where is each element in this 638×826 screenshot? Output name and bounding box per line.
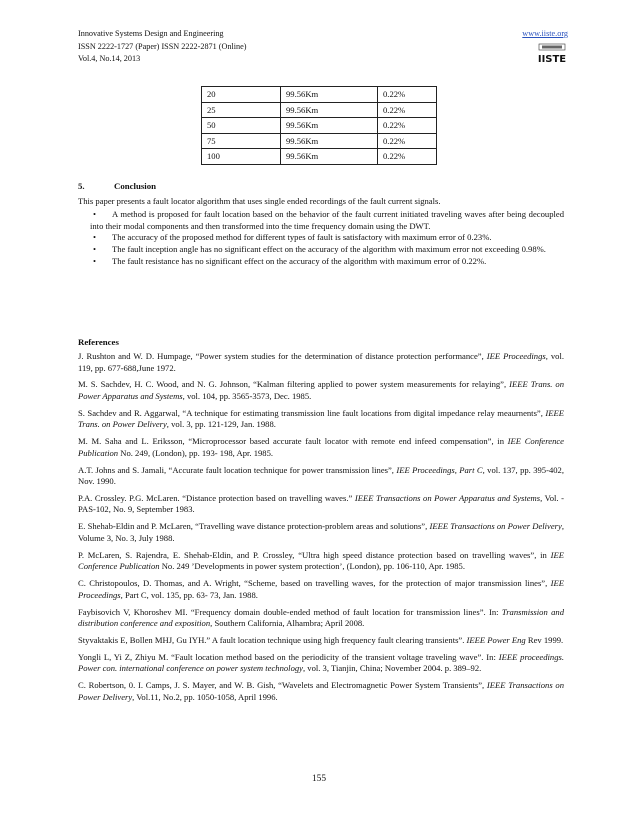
reference-item bbox=[78, 351, 564, 374]
table-cell: 99.56Km bbox=[281, 149, 378, 165]
table-cell: 0.22% bbox=[378, 133, 437, 149]
reference-details: vol. 137, pp. 395-402, Nov. 1990. bbox=[78, 464, 564, 487]
reference-text: J. Rushton and W. D. Humpage, “Power system studies for the determination of distance protection performance”, bbox=[78, 351, 487, 361]
reference-venue: IEE Proceedings bbox=[486, 351, 546, 361]
table-row bbox=[202, 102, 437, 118]
reference-item bbox=[78, 465, 564, 488]
reference-text: M. M. Saha and L. Eriksson, “Microprocessor based accurate fault locator with remote end infeed compensation”, in bbox=[78, 436, 508, 447]
table-cell: 99.56Km bbox=[281, 102, 378, 118]
section-title: Conclusion bbox=[114, 181, 157, 191]
reference-details: , vol. 104, pp. 3565-3573, Dec. 1985. bbox=[182, 390, 312, 401]
table-cell: 20 bbox=[202, 87, 281, 103]
table-row bbox=[202, 149, 437, 165]
reference-item bbox=[78, 635, 564, 647]
reference-venue: IEEE Transactions on Power Apparatus and Systems, bbox=[354, 492, 543, 503]
bullet-dot-icon: • bbox=[93, 244, 97, 255]
reference-details: Vol. -PAS-102, No. 9, September 1983. bbox=[78, 492, 565, 515]
bullet-dot-icon: • bbox=[93, 209, 97, 219]
reference-venue: IEE Conference Publication bbox=[78, 436, 564, 458]
table-cell: 50 bbox=[202, 118, 281, 134]
journal-name: Innovative Systems Design and Engineering bbox=[78, 29, 224, 38]
reference-text: Faybisovich V, Khoroshev MI. “Frequency domain double-ended method of fault location for transmission lines”. In: bbox=[78, 606, 502, 617]
reference-item bbox=[78, 521, 564, 544]
references-heading: References bbox=[78, 337, 119, 347]
reference-text: P. McLaren, S. Rajendra, E. Shehab-Eldin, and P. Crossley, “Ultra high speed distance protection based on travelling waves”, in bbox=[78, 549, 551, 560]
reference-details: , vol. 3, pp. 121-129, Jan. 1988. bbox=[166, 419, 276, 430]
reference-details: , vol. 3, Tianjin, China; November 2004. p. 389–92. bbox=[302, 663, 482, 674]
iiste-logo-icon bbox=[536, 43, 568, 65]
references-list bbox=[78, 351, 564, 709]
reference-venue: IEEE proceedings. Power con. international conference on power system technology bbox=[78, 651, 565, 674]
reference-text: P.A. Crossley. P.G. McLaren. “Distance protection based on travelling waves.” bbox=[78, 492, 355, 503]
reference-item bbox=[78, 680, 564, 703]
table-cell: 0.22% bbox=[378, 102, 437, 118]
reference-details: Southern California, Alhambra; April 2008. bbox=[212, 618, 365, 629]
reference-text: Styvaktakis E, Bollen MHJ, Gu IYH.” A fault location technique using high frequency fault clearing transients”. bbox=[78, 634, 467, 645]
running-header bbox=[78, 28, 568, 66]
table-cell: 75 bbox=[202, 133, 281, 149]
reference-text: A.T. Johns and S. Jamali, “Accurate fault location technique for power transmission lines”, bbox=[78, 464, 397, 475]
table-cell: 99.56Km bbox=[281, 87, 378, 103]
reference-item bbox=[78, 408, 564, 431]
issn-line: ISSN 2222-1727 (Paper) ISSN 2222-2871 (Online) bbox=[78, 41, 247, 51]
table-row bbox=[202, 133, 437, 149]
reference-venue: IEEE Trans. on Power Delivery bbox=[78, 407, 564, 430]
page-number: 155 bbox=[311, 774, 327, 784]
reference-details: , vol. 119, pp. 677-688,June 1972. bbox=[78, 351, 564, 373]
table-cell: 0.22% bbox=[378, 149, 437, 165]
reference-item bbox=[78, 493, 564, 516]
results-table bbox=[201, 86, 437, 165]
reference-venue: IEE Proceedings, Part C, bbox=[396, 464, 485, 475]
table-cell: 99.56Km bbox=[281, 118, 378, 134]
reference-details: Part C, vol. 135, pp. 63- 73, Jan. 1988. bbox=[122, 589, 258, 600]
journal-url-link[interactable]: www.iiste.org bbox=[522, 29, 568, 38]
reference-item bbox=[78, 607, 564, 630]
table-cell: 0.22% bbox=[378, 87, 437, 103]
reference-text: E. Shehab-Eldin and P. McLaren, “Travelling wave distance protection-problem areas and solutions”, bbox=[78, 521, 430, 532]
bullet-dot-icon: • bbox=[93, 255, 97, 266]
conclusion-intro: This paper presents a fault locator algorithm that uses single ended recordings of the fault current signals. bbox=[78, 196, 441, 206]
reference-venue: IEEE Transactions on Power Delivery bbox=[429, 521, 562, 532]
reference-venue: IEE Proceedings, bbox=[78, 578, 564, 600]
reference-details: Rev 1999. bbox=[525, 634, 564, 645]
reference-item bbox=[78, 379, 564, 402]
reference-item bbox=[78, 578, 564, 601]
reference-details: No. 249 ’Developments in power system protection’, (London), pp. 106-110, Apr. 1985. bbox=[159, 561, 465, 572]
bullet-item: • The fault inception angle has no significant effect on the accuracy of the algorithm with maximum error not exceeding 0.98%. bbox=[93, 244, 546, 255]
reference-text: C. Christopoulos, D. Thomas, and A. Wright, “Scheme, based on travelling waves, for the protection of major transmission lines”, bbox=[78, 578, 551, 589]
reference-venue: IEE Conference Publication bbox=[78, 549, 564, 572]
reference-item bbox=[78, 652, 564, 675]
reference-venue: IEEE Trans. on Power Apparatus and Systems bbox=[78, 379, 565, 401]
svg-text:IISTE: IISTE bbox=[537, 54, 567, 65]
table-row bbox=[202, 87, 437, 103]
reference-text: M. S. Sachdev, H. C. Wood, and N. G. Johnson, “Kalman filtering applied to power system measurements for relaying”, bbox=[78, 379, 510, 390]
table-cell: 25 bbox=[202, 102, 281, 118]
reference-text: Yongli L, Yi Z, Zhiyu M. “Fault location method based on the periodicity of the transient voltage traveling wave”. In: bbox=[78, 651, 499, 662]
table-cell: 100 bbox=[202, 149, 281, 165]
conclusion-heading bbox=[78, 181, 156, 191]
reference-venue: IEEE Transactions on Power Delivery bbox=[78, 680, 564, 702]
reference-item bbox=[78, 436, 564, 459]
reference-venue: IEEE Power Eng bbox=[466, 634, 526, 645]
bullet-dot-icon: • bbox=[93, 232, 97, 243]
table-cell: 0.22% bbox=[378, 118, 437, 134]
reference-text: C. Robertson, 0. I. Camps, J. S. Mayer, and W. B. Gish, “Wavelets and Electromagnetic Power System Transients”, bbox=[78, 680, 487, 691]
section-number: 5. bbox=[78, 181, 85, 191]
table-row bbox=[202, 118, 437, 134]
table-cell: 99.56Km bbox=[281, 133, 378, 149]
bullet-item: • The fault resistance has no significant effect on the accuracy of the algorithm with maximum error of 0.22%. bbox=[93, 255, 487, 266]
reference-venue: Transmission and distribution conference and exposition, bbox=[78, 606, 564, 629]
reference-details: , Vol.11, No.2, pp. 1050-1058, April 1996. bbox=[132, 691, 278, 702]
reference-item bbox=[78, 550, 564, 573]
reference-details: , Volume 3, No. 3, July 1988. bbox=[78, 521, 564, 543]
conclusion-bullets bbox=[78, 209, 564, 268]
volume-line: Vol.4, No.14, 2013 bbox=[78, 54, 141, 64]
bullet-item: • A method is proposed for fault location based on the behavior of the fault current initiated traveling waves after being decoupled into their modal components and then transformed into the time frequency domain using the DWT. bbox=[90, 209, 564, 231]
reference-details: No. 249, (London), pp. 193- 198, Apr. 1985. bbox=[118, 447, 274, 458]
bullet-item: • The accuracy of the proposed method for different types of fault is satisfactory with maximum error of 0.23%. bbox=[93, 232, 492, 243]
reference-text: S. Sachdev and R. Aggarwal, “A technique for estimating transmission line fault locations from digital impedance relay meaurnents”, bbox=[78, 407, 546, 418]
